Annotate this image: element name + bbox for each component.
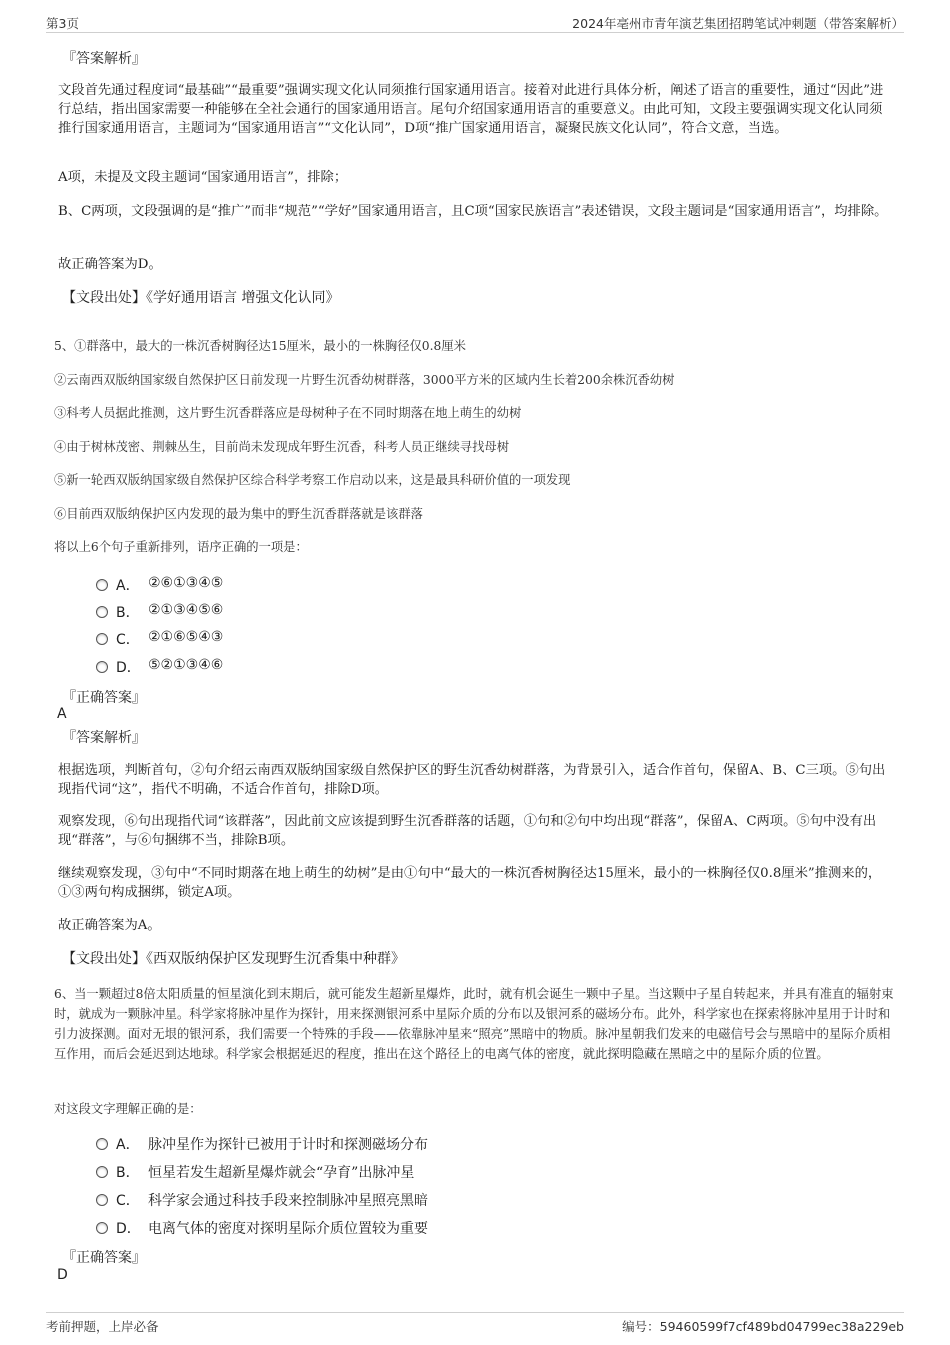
q5-source-text: 《西双版纳保护区发现野生沉香集中种群》 <box>146 951 405 967</box>
q5-prompt: 将以上6个句子重新排列，语序正确的一项是： <box>54 540 308 554</box>
q4-analysis-p3: B、C两项，文段强调的是“推广”而非“规范”“学好”国家通用语言，且C项“国家民族语言”表述错误，文段主题词是“国家通用语言”，均排除。 <box>58 204 888 219</box>
radio-icon[interactable] <box>96 606 108 618</box>
q5-answer: A <box>57 706 67 722</box>
q5-sentence-3: ③科考人员据此推测，这片野生沉香群落应是母树种子在不同时期落在地上萌生的幼树 <box>54 406 522 420</box>
q5-sentence-2: ②云南西双版纳国家级自然保护区日前发现一片野生沉香幼树群落，3000平方米的区域内生长着200余株沉香幼树 <box>54 373 675 387</box>
q4-analysis-p1: 文段首先通过程度词“最基础”“最重要”强调实现文化认同须推行国家通用语言。接着对此进行具体分析，阐述了语言的重要性，通过“因此”进行总结，指出国家需要一种能够在全社会通行的国家通用语言。尾句介绍国家通用语言的重要意义。由此可知，文段主要强调实现文化认同须推行国家通用语言，主题词为“国家通用语言”“文化认同”，D项“推广国家通用语言，凝聚民族文化认同”，符合文意，当选。 <box>58 83 884 136</box>
radio-icon[interactable] <box>96 1166 108 1178</box>
option-text: ⑤②①③④⑥ <box>148 657 224 673</box>
q5-analysis-label: 『答案解析』 <box>62 730 146 746</box>
q5-source <box>62 948 405 968</box>
radio-icon[interactable] <box>96 633 108 645</box>
q5-option-a[interactable] <box>96 574 696 594</box>
option-key: A． <box>116 578 140 594</box>
q5-analysis-p2: 观察发现，⑥句出现指代词“该群落”，因此前文应该提到野生沉香群落的话题，①句和②句中均出现“群落”，保留A、C两项。⑤句中没有出现“群落”，与⑥句捆绑不当，排除B项。 <box>58 814 877 848</box>
q5-source-label: 【文段出处】 <box>62 951 146 967</box>
q4-source <box>62 287 339 307</box>
q4-analysis-label: 『答案解析』 <box>62 51 146 67</box>
radio-icon[interactable] <box>96 1222 108 1234</box>
q4-source-text: 《学好通用语言 增强文化认同》 <box>146 290 340 306</box>
q5-option-c[interactable] <box>96 628 696 648</box>
document-id: 编号：59460599f7cf489bd04799ec38a229eb <box>622 1319 904 1334</box>
option-key: D． <box>116 1221 141 1237</box>
q4-source-label: 【文段出处】 <box>62 290 146 306</box>
q6-option-a[interactable] <box>96 1133 796 1153</box>
option-text: 脉冲星作为探针已被用于计时和探测磁场分布 <box>148 1137 428 1153</box>
q5-sentence-4: ④由于树林茂密、荆棘丛生，目前尚未发现成年野生沉香，科考人员正继续寻找母树 <box>54 440 509 454</box>
radio-icon[interactable] <box>96 1194 108 1206</box>
q6-option-b[interactable] <box>96 1161 796 1181</box>
page-header <box>46 12 904 33</box>
q6-option-c[interactable] <box>96 1189 796 1209</box>
option-key: C． <box>116 632 140 648</box>
option-key: A． <box>116 1137 140 1153</box>
option-text: 恒星若发生超新星爆炸就会“孕育”出脉冲星 <box>148 1165 415 1181</box>
option-text: 科学家会通过科技手段来控制脉冲星照亮黑暗 <box>148 1193 428 1209</box>
radio-icon[interactable] <box>96 1138 108 1150</box>
radio-icon[interactable] <box>96 579 108 591</box>
option-key: B． <box>116 1165 140 1181</box>
option-text: 电离气体的密度对探明星际介质位置较为重要 <box>148 1221 428 1237</box>
q5-sentence-6: ⑥目前西双版纳保护区内发现的最为集中的野生沉香群落就是该群落 <box>54 507 423 521</box>
option-text: ②⑥①③④⑤ <box>148 575 224 591</box>
q5-option-d[interactable] <box>96 656 696 676</box>
q4-analysis-p4: 故正确答案为D。 <box>58 257 162 272</box>
q6-answer: D <box>57 1267 68 1283</box>
option-text: ②①③④⑤⑥ <box>148 602 224 618</box>
page-number: 第3页 <box>46 16 79 31</box>
q5-answer-label: 『正确答案』 <box>62 690 146 706</box>
q5-analysis-p3: 继续观察发现，③句中“不同时期落在地上萌生的幼树”是由①句中“最大的一株沉香树胸径达15厘米，最小的一株胸径仅0.8厘米”推测来的，①③两句构成捆绑，锁定A项。 <box>58 866 882 900</box>
option-text: ②①⑥⑤④③ <box>148 629 224 645</box>
q6-prompt: 对这段文字理解正确的是： <box>54 1102 202 1116</box>
option-key: B． <box>116 605 140 621</box>
q5-sentence-5: ⑤新一轮西双版纳国家级自然保护区综合科学考察工作启动以来，这是最具科研价值的一项发现 <box>54 473 571 487</box>
radio-icon[interactable] <box>96 661 108 673</box>
q5-sentence-1: 5、①群落中，最大的一株沉香树胸径达15厘米，最小的一株胸径仅0.8厘米 <box>54 339 466 353</box>
q6-stem: 6、当一颗超过8倍太阳质量的恒星演化到末期后，就可能发生超新星爆炸，此时，就有机会诞生一颗中子星。当这颗中子星自转起来，并具有准直的辐射束时，就成为一颗脉冲星。科学家将脉冲星作为探针，用来探测银河系中星际介质的分布以及银河系的磁场分布。此外，科学家也在探索将脉冲星用于计时和引力波探测。面对无垠的银河系，我们需要一个特殊的手段——依靠脉冲星来“照亮”黑暗中的物质。脉冲星朝我们发来的电磁信号会与黑暗中的星际介质相互作用，而后会延迟到达地球。科学家会根据延迟的程度，推出在这个路径上的电离气体的密度，就此探明隐藏在黑暗之中的星际介质的位置。 <box>54 987 894 1061</box>
document-title: 2024年亳州市青年演艺集团招聘笔试冲刺题（带答案解析） <box>572 16 904 31</box>
q5-analysis-p1: 根据选项，判断首句，②句介绍云南西双版纳国家级自然保护区的野生沉香幼树群落，为背景引入，适合作首句，保留A、B、C三项。⑤句出现指代词“这”，指代不明确，不适合作首句，排除D项。 <box>58 763 886 797</box>
option-key: C． <box>116 1193 140 1209</box>
q5-analysis-p4: 故正确答案为A。 <box>58 918 161 933</box>
footer-slogan: 考前押题，上岸必备 <box>46 1319 159 1334</box>
page-footer <box>46 1312 904 1335</box>
q4-analysis-p2: A项，未提及文段主题词“国家通用语言”，排除； <box>58 170 348 185</box>
q6-option-d[interactable] <box>96 1217 796 1237</box>
option-key: D． <box>116 660 141 676</box>
q5-option-b[interactable] <box>96 601 696 621</box>
q6-answer-label: 『正确答案』 <box>62 1250 146 1266</box>
